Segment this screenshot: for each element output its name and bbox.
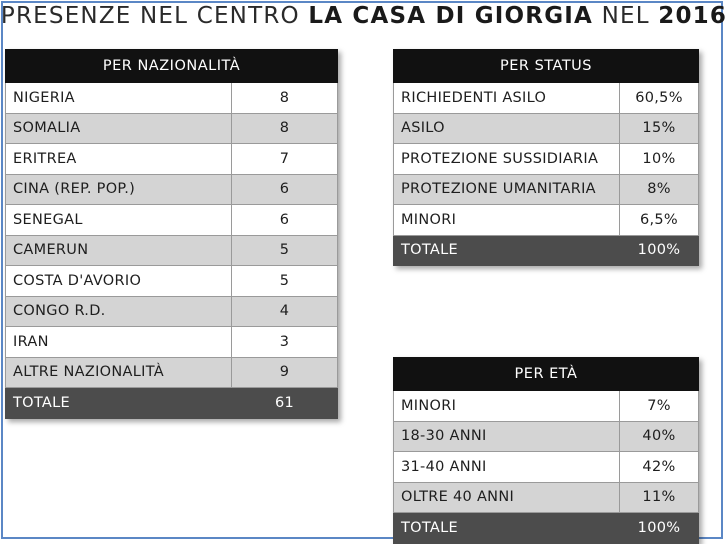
row-label: MINORI	[394, 391, 620, 422]
table-row	[394, 113, 699, 144]
total-label: TOTALE	[394, 235, 620, 266]
row-value: 42%	[620, 452, 699, 483]
table-row	[394, 83, 699, 114]
page-title	[0, 3, 728, 29]
table-row	[394, 421, 699, 452]
table-row	[394, 144, 699, 175]
row-value: 5	[232, 266, 338, 297]
table-age-header: PER ETÀ	[394, 358, 699, 391]
table-row	[6, 327, 338, 358]
row-value: 60,5%	[620, 83, 699, 114]
row-label: CONGO R.D.	[6, 296, 232, 327]
total-value: 100%	[620, 513, 699, 544]
table-nationality-header: PER NAZIONALITÀ	[6, 50, 338, 83]
row-value: 11%	[620, 482, 699, 513]
row-value: 6	[232, 174, 338, 205]
row-value: 3	[232, 327, 338, 358]
row-label: SOMALIA	[6, 113, 232, 144]
total-row	[6, 388, 338, 419]
total-label: TOTALE	[394, 513, 620, 544]
row-label: PROTEZIONE UMANITARIA	[394, 174, 620, 205]
row-value: 7%	[620, 391, 699, 422]
row-value: 8%	[620, 174, 699, 205]
table-row	[394, 174, 699, 205]
row-value: 10%	[620, 144, 699, 175]
table-row	[394, 482, 699, 513]
table-status	[393, 49, 699, 266]
table-nationality	[5, 49, 338, 419]
row-value: 9	[232, 357, 338, 388]
row-value: 6	[232, 205, 338, 236]
table-row	[6, 266, 338, 297]
row-value: 15%	[620, 113, 699, 144]
row-value: 40%	[620, 421, 699, 452]
table-row	[6, 296, 338, 327]
row-label: 18-30 ANNI	[394, 421, 620, 452]
row-label: ALTRE NAZIONALITÀ	[6, 357, 232, 388]
row-label: NIGERIA	[6, 83, 232, 114]
table-row	[6, 357, 338, 388]
total-value: 61	[232, 388, 338, 419]
row-value: 5	[232, 235, 338, 266]
row-label: PROTEZIONE SUSSIDIARIA	[394, 144, 620, 175]
row-value: 4	[232, 296, 338, 327]
row-value: 8	[232, 83, 338, 114]
title-year: 2016	[658, 3, 728, 29]
row-label: CAMERUN	[6, 235, 232, 266]
table-status-header: PER STATUS	[394, 50, 699, 83]
row-label: SENEGAL	[6, 205, 232, 236]
total-row	[394, 235, 699, 266]
table-row	[394, 391, 699, 422]
total-label: TOTALE	[6, 388, 232, 419]
row-value: 6,5%	[620, 205, 699, 236]
table-row	[6, 205, 338, 236]
table-row	[6, 113, 338, 144]
row-value: 7	[232, 144, 338, 175]
table-row	[394, 452, 699, 483]
row-label: CINA (REP. POP.)	[6, 174, 232, 205]
total-value: 100%	[620, 235, 699, 266]
table-row	[6, 83, 338, 114]
title-part-3: NEL	[593, 3, 659, 29]
row-label: ASILO	[394, 113, 620, 144]
row-value: 8	[232, 113, 338, 144]
title-center-name: LA CASA DI GIORGIA	[308, 3, 594, 29]
row-label: COSTA D'AVORIO	[6, 266, 232, 297]
row-label: MINORI	[394, 205, 620, 236]
table-row	[6, 235, 338, 266]
table-row	[6, 144, 338, 175]
table-row	[6, 174, 338, 205]
row-label: 31-40 ANNI	[394, 452, 620, 483]
table-age	[393, 357, 699, 544]
table-row	[394, 205, 699, 236]
row-label: ERITREA	[6, 144, 232, 175]
row-label: OLTRE 40 ANNI	[394, 482, 620, 513]
total-row	[394, 513, 699, 544]
title-part-1: PRESENZE NEL CENTRO	[0, 3, 309, 29]
row-label: RICHIEDENTI ASILO	[394, 83, 620, 114]
row-label: IRAN	[6, 327, 232, 358]
